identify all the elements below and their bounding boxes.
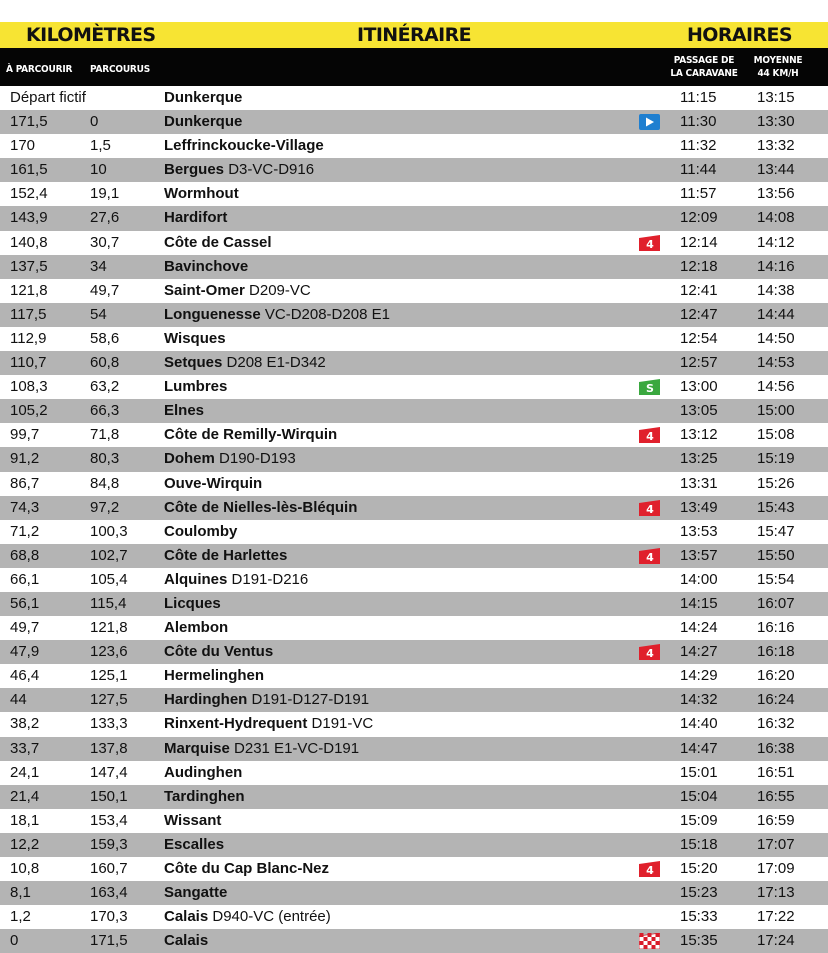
svg-text:S: S — [646, 382, 654, 396]
itinerary-point — [164, 423, 337, 447]
caravane-time: 13:12 — [680, 426, 718, 444]
table-row — [0, 929, 828, 953]
table-row — [0, 255, 828, 279]
place-name: Dunkerque — [164, 113, 243, 131]
km-remaining: 46,4 — [10, 667, 40, 685]
itinerary-point — [164, 881, 227, 905]
caravane-time: 14:15 — [680, 594, 718, 612]
km-remaining: 49,7 — [10, 619, 40, 637]
average-speed-time: 14:12 — [757, 233, 795, 251]
itinerary-point — [164, 327, 226, 351]
caravane-time: 13:31 — [680, 474, 718, 492]
place-name: Elnes — [164, 402, 205, 420]
km-remaining: 71,2 — [10, 522, 40, 540]
average-speed-time: 14:38 — [757, 281, 795, 299]
caravane-time: 15:18 — [680, 835, 718, 853]
place-name: Calais — [164, 932, 209, 950]
average-speed-time: 16:16 — [757, 619, 795, 637]
km-covered: 54 — [90, 305, 107, 323]
km-covered: 123,6 — [90, 643, 128, 661]
km-covered: 34 — [90, 257, 107, 275]
km-remaining: 10,8 — [10, 860, 40, 877]
average-speed-time: 16:20 — [757, 667, 795, 685]
average-speed-time: 17:07 — [757, 835, 795, 853]
km-covered: 100,3 — [90, 522, 128, 540]
itinerary-point — [164, 905, 331, 929]
caravane-time: 11:30 — [680, 113, 717, 131]
road-numbers: D231 E1-VC-D191 — [234, 739, 360, 757]
km-covered: 58,6 — [90, 329, 120, 347]
table-row — [0, 833, 828, 857]
place-name: Côte de Harlettes — [164, 546, 288, 564]
place-name: Audinghen — [164, 763, 243, 781]
km-covered: 0 — [90, 113, 99, 131]
average-speed-time: 15:50 — [757, 546, 795, 564]
place-name: Dunkerque — [164, 89, 243, 106]
itinerary-point — [164, 375, 227, 399]
km-remaining: 86,7 — [10, 474, 40, 492]
table-row — [0, 520, 828, 544]
itinerary-point — [164, 737, 359, 761]
km-covered: 171,5 — [90, 932, 128, 950]
km-covered: 97,2 — [90, 498, 120, 516]
itinerary-point — [164, 640, 273, 664]
caravane-time: 14:00 — [680, 570, 718, 588]
itinerary-point — [164, 110, 242, 134]
passage-caravane-header: PASSAGE DE LA CARAVANE — [670, 55, 738, 79]
caravane-time: 12:41 — [680, 281, 718, 299]
table-row — [0, 592, 828, 616]
km-covered: 121,8 — [90, 619, 128, 637]
km-covered: 102,7 — [90, 546, 128, 564]
km-remaining: 108,3 — [10, 378, 48, 396]
caravane-time: 13:49 — [680, 498, 718, 516]
place-name: Côte de Cassel — [164, 233, 272, 251]
km-remaining: 1,2 — [10, 908, 31, 926]
road-numbers: D209-VC — [249, 281, 311, 299]
place-name: Setques — [164, 354, 223, 372]
average-speed-time: 16:55 — [757, 787, 795, 805]
itinerary-point — [164, 616, 228, 640]
place-name: Escalles — [164, 835, 225, 853]
place-name: Sangatte — [164, 884, 228, 902]
column-header-bar — [0, 48, 828, 86]
moyenne-header: MOYENNE 44 KM/H — [753, 55, 803, 79]
km-covered: 84,8 — [90, 474, 120, 492]
itinerary-point — [164, 712, 373, 736]
average-speed-time: 16:32 — [757, 715, 795, 733]
km-covered: 147,4 — [90, 763, 128, 781]
caravane-time: 14:29 — [680, 667, 718, 685]
km-remaining: 117,5 — [10, 305, 47, 323]
average-speed-time: 13:56 — [757, 185, 795, 203]
km-covered: 115,4 — [90, 594, 127, 612]
place-name: Côte du Cap Blanc-Nez — [164, 860, 330, 877]
table-row — [0, 737, 828, 761]
table-row — [0, 86, 828, 110]
average-speed-time: 17:09 — [757, 860, 795, 877]
table-row — [0, 303, 828, 327]
itinerary-point — [164, 303, 390, 327]
average-speed-time: 15:47 — [757, 522, 795, 540]
km-remaining: 38,2 — [10, 715, 40, 733]
km-covered: 137,8 — [90, 739, 128, 757]
place-name: Côte de Remilly-Wirquin — [164, 426, 338, 444]
place-name: Côte du Ventus — [164, 643, 274, 661]
svg-text:4: 4 — [646, 864, 654, 877]
place-name: Wisques — [164, 329, 226, 347]
km-remaining: 8,1 — [10, 884, 31, 902]
average-speed-time: 15:08 — [757, 426, 795, 444]
place-name: Lumbres — [164, 378, 228, 396]
average-speed-time: 17:13 — [757, 884, 795, 902]
table-row — [0, 134, 828, 158]
table-row — [0, 279, 828, 303]
km-covered: 153,4 — [90, 811, 128, 829]
itinerary-point — [164, 688, 369, 712]
road-numbers: D190-D193 — [219, 450, 296, 468]
km-covered: 159,3 — [90, 835, 128, 853]
place-name: Alquines — [164, 570, 228, 588]
km-remaining: 170 — [10, 137, 36, 155]
place-name: Coulomby — [164, 522, 238, 540]
km-remaining: 0 — [10, 932, 19, 950]
km-covered: 163,4 — [90, 884, 128, 902]
a-parcourir-header: À PARCOURIR — [6, 64, 73, 75]
schedule-rows — [0, 86, 828, 953]
caravane-time: 15:35 — [680, 932, 718, 950]
caravane-time: 12:47 — [680, 305, 718, 323]
table-row — [0, 231, 828, 255]
km-remaining: 21,4 — [10, 787, 40, 805]
road-numbers: D940-VC (entrée) — [212, 908, 331, 926]
place-name: Ouve-Wirquin — [164, 474, 263, 492]
km-remaining: 99,7 — [10, 426, 40, 444]
caravane-time: 13:25 — [680, 450, 718, 468]
horaires-heading: HORAIRES — [687, 24, 792, 46]
average-speed-time: 17:22 — [757, 908, 795, 926]
place-name: Hardifort — [164, 209, 228, 227]
km-remaining: 66,1 — [10, 570, 40, 588]
caravane-time: 11:32 — [680, 137, 717, 155]
caravane-time: 15:33 — [680, 908, 718, 926]
parcourus-header: PARCOURUS — [90, 64, 151, 75]
km-remaining: 91,2 — [10, 450, 40, 468]
table-row — [0, 182, 828, 206]
km-remaining: 12,2 — [10, 835, 40, 853]
caravane-time: 15:09 — [680, 811, 718, 829]
table-row — [0, 761, 828, 785]
itinerary-point — [164, 86, 242, 110]
average-speed-time: 16:38 — [757, 739, 795, 757]
km-covered: 150,1 — [90, 787, 128, 805]
itinerary-point — [164, 158, 314, 182]
km-covered: 19,1 — [90, 185, 120, 203]
caravane-time: 12:57 — [680, 354, 718, 372]
table-row — [0, 496, 828, 520]
table-row — [0, 158, 828, 182]
caravane-time: 12:18 — [680, 257, 718, 275]
table-row — [0, 375, 828, 399]
km-remaining: Départ fictif — [10, 89, 86, 106]
itineraire-heading: ITINÉRAIRE — [357, 24, 471, 46]
caravane-time: 15:01 — [680, 763, 718, 781]
itinerary-point — [164, 399, 204, 423]
itinerary-point — [164, 785, 245, 809]
itinerary-point — [164, 761, 242, 785]
km-covered: 10 — [90, 161, 107, 179]
itinerary-point — [164, 664, 264, 688]
average-speed-time: 16:07 — [757, 594, 795, 612]
table-row — [0, 785, 828, 809]
place-name: Marquise — [164, 739, 230, 757]
itinerary-point — [164, 520, 237, 544]
average-speed-time: 16:24 — [757, 691, 795, 709]
km-remaining: 140,8 — [10, 233, 48, 251]
place-name: Tardinghen — [164, 787, 245, 805]
average-speed-time: 17:24 — [757, 932, 795, 950]
svg-text:4: 4 — [646, 237, 654, 251]
itinerary-point — [164, 833, 224, 857]
itinerary-point — [164, 544, 287, 568]
average-speed-time: 16:51 — [757, 763, 795, 781]
caravane-time: 13:57 — [680, 546, 718, 564]
itinerary-point — [164, 568, 308, 592]
table-row — [0, 688, 828, 712]
itinerary-point — [164, 857, 329, 881]
place-name: Bergues — [164, 161, 225, 179]
km-remaining: 112,9 — [10, 329, 47, 347]
km-covered: 63,2 — [90, 378, 120, 396]
km-remaining: 33,7 — [10, 739, 40, 757]
caravane-time: 13:00 — [680, 378, 718, 396]
svg-text:4: 4 — [646, 647, 654, 661]
table-row — [0, 857, 828, 881]
caravane-time: 12:14 — [680, 233, 718, 251]
average-speed-time: 14:50 — [757, 329, 795, 347]
table-row — [0, 712, 828, 736]
table-row — [0, 110, 828, 134]
km-remaining: 121,8 — [10, 281, 48, 299]
table-row — [0, 544, 828, 568]
km-covered: 71,8 — [90, 426, 120, 444]
itinerary-point — [164, 134, 324, 158]
caravane-time: 12:54 — [680, 329, 718, 347]
table-row — [0, 472, 828, 496]
km-covered: 125,1 — [90, 667, 128, 685]
road-numbers: VC-D208-D208 E1 — [264, 305, 390, 323]
svg-text:4: 4 — [646, 430, 654, 444]
road-numbers: D208 E1-D342 — [226, 354, 326, 372]
km-remaining: 56,1 — [10, 594, 40, 612]
km-covered: 49,7 — [90, 281, 120, 299]
km-covered: 80,3 — [90, 450, 120, 468]
road-numbers: D191-VC — [311, 715, 374, 733]
itinerary-point — [164, 255, 248, 279]
average-speed-time: 15:26 — [757, 474, 795, 492]
km-covered: 170,3 — [90, 908, 128, 926]
km-remaining: 74,3 — [10, 498, 40, 516]
place-name: Longuenesse — [164, 305, 261, 323]
caravane-time: 11:57 — [680, 185, 717, 203]
average-speed-time: 16:59 — [757, 811, 795, 829]
itinerary-point — [164, 231, 272, 255]
km-covered: 66,3 — [90, 402, 120, 420]
place-name: Côte de Nielles-lès-Bléquin — [164, 498, 358, 516]
average-speed-time: 13:32 — [757, 137, 795, 155]
itinerary-point — [164, 447, 296, 471]
road-numbers: D191-D216 — [231, 570, 309, 588]
place-name: Saint-Omer — [164, 281, 245, 299]
caravane-time: 14:32 — [680, 691, 718, 709]
km-remaining: 68,8 — [10, 546, 40, 564]
table-row — [0, 351, 828, 375]
place-name: Wormhout — [164, 185, 239, 203]
table-row — [0, 327, 828, 351]
table-row — [0, 905, 828, 929]
average-speed-time: 16:18 — [757, 643, 795, 661]
km-remaining: 110,7 — [10, 354, 47, 372]
km-remaining: 161,5 — [10, 161, 48, 179]
table-row — [0, 881, 828, 905]
table-row — [0, 664, 828, 688]
km-covered: 133,3 — [90, 715, 128, 733]
average-speed-time: 14:16 — [757, 257, 795, 275]
caravane-time: 13:05 — [680, 402, 718, 420]
km-covered: 127,5 — [90, 691, 128, 709]
average-speed-time: 15:54 — [757, 570, 795, 588]
average-speed-time: 13:44 — [757, 161, 795, 179]
itinerary-point — [164, 496, 357, 520]
caravane-time: 14:27 — [680, 643, 718, 661]
average-speed-time: 15:19 — [757, 450, 795, 468]
caravane-time: 11:44 — [680, 161, 717, 179]
caravane-time: 12:09 — [680, 209, 718, 227]
km-covered: 30,7 — [90, 233, 120, 251]
kilometres-heading: KILOMÈTRES — [26, 24, 156, 46]
place-name: Leffrinckoucke-Village — [164, 137, 324, 155]
itinerary-point — [164, 182, 239, 206]
caravane-time: 13:53 — [680, 522, 718, 540]
place-name: Licques — [164, 594, 221, 612]
place-name: Wissant — [164, 811, 222, 829]
table-row — [0, 616, 828, 640]
km-remaining: 137,5 — [10, 257, 48, 275]
table-row — [0, 640, 828, 664]
km-covered: 105,4 — [90, 570, 128, 588]
km-covered: 160,7 — [90, 860, 128, 877]
average-speed-time: 14:56 — [757, 378, 795, 396]
caravane-time: 14:40 — [680, 715, 718, 733]
itinerary-point — [164, 809, 221, 833]
table-row — [0, 809, 828, 833]
itinerary-point — [164, 929, 208, 953]
caravane-time: 14:24 — [680, 619, 718, 637]
average-speed-time: 14:08 — [757, 209, 795, 227]
place-name: Dohem — [164, 450, 215, 468]
itinerary-point — [164, 351, 326, 375]
place-name: Bavinchove — [164, 257, 249, 275]
table-row — [0, 399, 828, 423]
km-remaining: 47,9 — [10, 643, 40, 661]
road-numbers: D191-D127-D191 — [251, 691, 370, 709]
place-name: Alembon — [164, 619, 229, 637]
road-numbers: D3-VC-D916 — [228, 161, 315, 179]
caravane-time: 15:04 — [680, 787, 718, 805]
caravane-time: 14:47 — [680, 739, 718, 757]
place-name: Hardinghen — [164, 691, 248, 709]
svg-text:4: 4 — [646, 550, 654, 564]
average-speed-time: 14:44 — [757, 305, 795, 323]
km-remaining: 24,1 — [10, 763, 40, 781]
table-row — [0, 423, 828, 447]
table-row — [0, 206, 828, 230]
caravane-time: 11:15 — [680, 89, 717, 106]
km-remaining: 143,9 — [10, 209, 48, 227]
place-name: Hermelinghen — [164, 667, 265, 685]
itinerary-point — [164, 279, 311, 303]
svg-text:4: 4 — [646, 502, 654, 516]
itinerary-point — [164, 592, 221, 616]
average-speed-time: 14:53 — [757, 354, 795, 372]
itinerary-point — [164, 206, 227, 230]
table-row — [0, 568, 828, 592]
place-name: Calais — [164, 908, 209, 926]
place-name: Rinxent-Hydrequent — [164, 715, 308, 733]
km-covered: 27,6 — [90, 209, 120, 227]
itinerary-point — [164, 472, 262, 496]
average-speed-time: 13:30 — [757, 113, 795, 131]
km-remaining: 18,1 — [10, 811, 40, 829]
km-covered: 1,5 — [90, 137, 111, 155]
caravane-time: 15:20 — [680, 860, 718, 877]
average-speed-time: 15:00 — [757, 402, 795, 420]
km-remaining: 44 — [10, 691, 27, 709]
km-covered: 60,8 — [90, 354, 120, 372]
average-speed-time: 13:15 — [757, 89, 795, 106]
km-remaining: 171,5 — [10, 113, 48, 131]
section-header-bar — [0, 22, 828, 48]
km-remaining: 105,2 — [10, 402, 48, 420]
km-remaining: 152,4 — [10, 185, 48, 203]
table-row — [0, 447, 828, 471]
caravane-time: 15:23 — [680, 884, 718, 902]
average-speed-time: 15:43 — [757, 498, 795, 516]
